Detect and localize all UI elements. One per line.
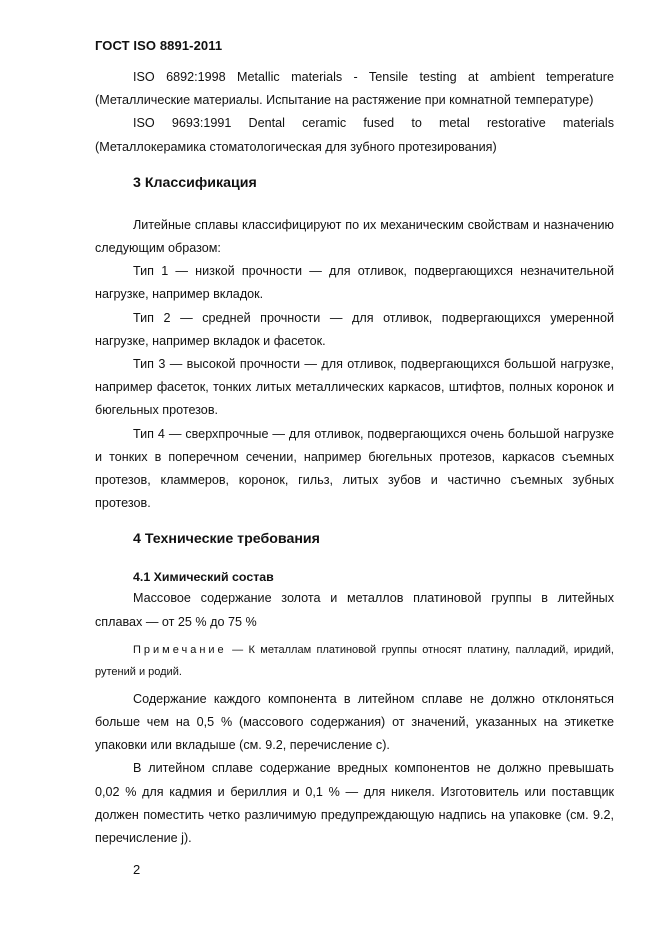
note-text: — К металлам платиновой группы относят платину, палладий, иридий, рутений и родий. bbox=[95, 643, 614, 678]
section-3-intro: Литейные сплавы классифицируют по их механическим свойствам и назначению следующим образом: bbox=[95, 217, 614, 256]
subsection-4-1-title: 4.1 Химический состав bbox=[133, 570, 274, 585]
document-body bbox=[95, 66, 614, 850]
reference-iso-9693: ISO 9693:1991 Dental ceramic fused to metal restorative materials (Металлокерамика стоматологическая для зубного протезирования) bbox=[95, 116, 614, 154]
type-3-paragraph: Тип 3 — высокой прочности — для отливок, подвергающихся большой нагрузке, например фасеток, тонких литых металлических каркасов, штифтов, полных коронок и бюгельных протезов. bbox=[95, 357, 614, 418]
page-number: 2 bbox=[133, 862, 141, 877]
section-4-title: 4 Технические требования bbox=[133, 531, 320, 548]
subsection-4-1-paragraph-1: Массовое содержание золота и металлов платиновой группы в литейных сплавах — от 25 % до 75 % bbox=[95, 591, 614, 629]
type-4-paragraph: Тип 4 — сверхпрочные — для отливок, подвергающихся очень большой нагрузке и тонких в поперечном сечении, например бюгельных протезов, каркасов съемных протезов, кламмеров, коронок, гильз, литых зубов и частично съемных зубных протезов. bbox=[95, 426, 614, 511]
subsection-4-1-paragraph-3: В литейном сплаве содержание вредных компонентов не должно превышать 0,02 % для кадмия и бериллия и 0,1 % — для никеля. Изготовитель или поставщик должен поместить четко различимую предупреждающую надпись на упаковке (см. 9.2, перечисление j). bbox=[95, 761, 614, 846]
section-3-title: 3 Классификация bbox=[133, 174, 257, 191]
type-1-paragraph: Тип 1 — низкой прочности — для отливок, подвергающихся незначительной нагрузке, например вкладок. bbox=[95, 264, 614, 302]
reference-iso-6892: ISO 6892:1998 Metallic materials - Tensile testing at ambient temperature (Металлические материалы. Испытание на растяжение при комнатной температуре) bbox=[95, 70, 614, 108]
note-label: Примечание bbox=[133, 643, 227, 656]
subsection-4-1-paragraph-2: Содержание каждого компонента в литейном сплаве не должно отклоняться больше чем на 0,5 % (массового содержания) от значений, указанных на этикетке упаковки или вкладыше (см. 9.2, перечисление с). bbox=[95, 691, 614, 753]
type-2-paragraph: Тип 2 — средней прочности — для отливок, подвергающихся умеренной нагрузке, например вкладок и фасеток. bbox=[95, 310, 614, 348]
document-header: ГОСТ ISO 8891-2011 bbox=[95, 38, 223, 53]
note-paragraph bbox=[95, 639, 614, 683]
